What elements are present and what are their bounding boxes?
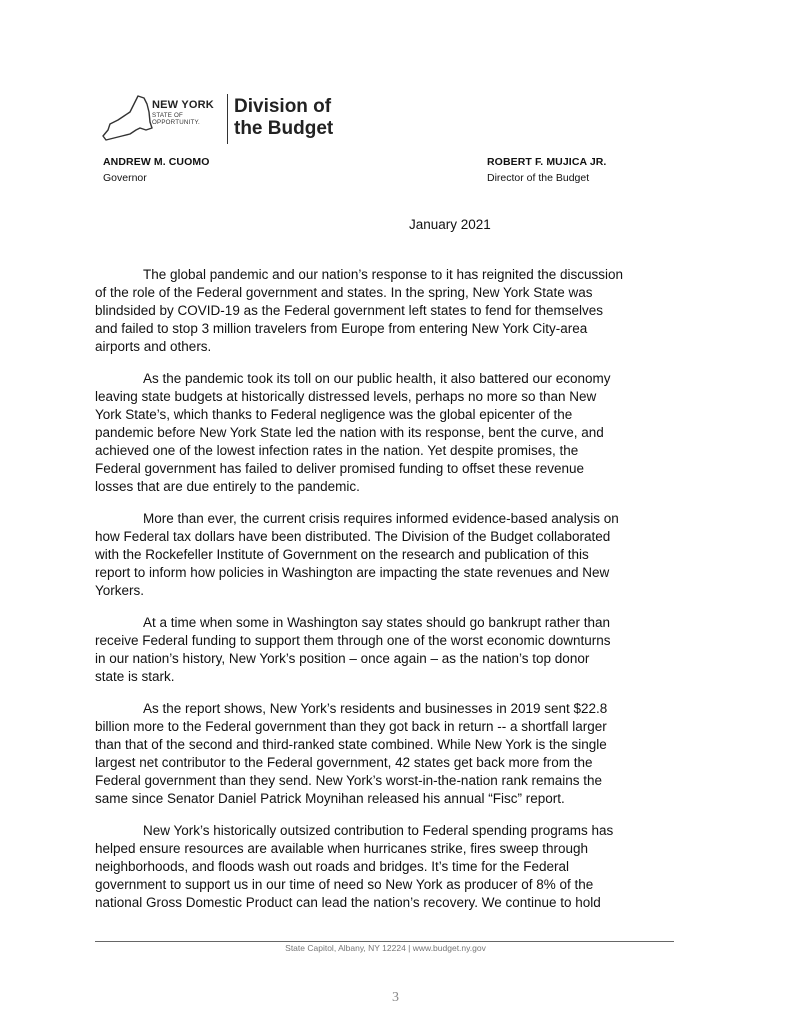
paragraph: The global pandemic and our nation’s response to it has reignited the discussion of the role of the Federal government and states. In the spring, New York State was blindsided by COVID-19 as the Federal government left states to fend for themselves and failed to stop 3 million travelers from Europe from entering New York City-area airports and others.: [95, 267, 624, 354]
paragraph: At a time when some in Washington say states should go bankrupt rather than receive Federal funding to support them through one of the worst economic downturns in our nation’s history, New York’s position – once again – as the nation’s top donor state is stark.: [95, 615, 611, 684]
new-york-state-map-icon: [100, 94, 154, 142]
division-of-budget-logo: [100, 94, 350, 146]
footer: [0, 943, 791, 953]
page-number: 3: [392, 990, 399, 1005]
letter-body: [95, 266, 685, 926]
paragraph: New York’s historically outsized contribution to Federal spending programs has helped ensure resources are available when hurricanes strike, fires sweep through neighborhoods, and floods wash out roads and bridges. It’s time for the Federal government to support us in our time of need so New York as producer of 8% of the national Gross Domestic Product can lead the nation’s recovery. We continue to hold: [95, 823, 614, 910]
logo-state-of-text: STATE OF: [152, 112, 183, 119]
logo-division-text: Division of: [234, 96, 332, 117]
letter-date: January 2021: [409, 217, 491, 232]
governor-name: ANDREW M. CUOMO: [103, 156, 210, 168]
director-name: ROBERT F. MUJICA JR.: [487, 156, 607, 168]
paragraph: As the report shows, New York’s residents and businesses in 2019 sent $22.8 billion more to the Federal government than they got back in return -- a shortfall larger than that of the second and third-ranked state combined. While New York is the single largest net contributor to the Federal government, 42 states get back more from the Federal government than they send. New York’s worst-in-the-nation rank remains the same since Senator Daniel Patrick Moynihan released his annual “Fisc” report.: [95, 701, 608, 806]
footer-address: State Capitol, Albany, NY 12224 | www.budget.ny.gov: [285, 943, 486, 953]
paragraph: More than ever, the current crisis requires informed evidence-based analysis on how Federal tax dollars have been distributed. The Division of the Budget collaborated with the Rockefeller Institute of Government on the research and publication of this report to inform how policies in Washington are impacting the state revenues and New Yorkers.: [95, 511, 619, 598]
governor-title: Governor: [103, 172, 147, 184]
logo-new-york-text: NEW YORK: [152, 99, 214, 111]
logo-divider: [227, 94, 228, 144]
footer-divider: [95, 941, 674, 942]
paragraph: As the pandemic took its toll on our public health, it also battered our economy leaving state budgets at historically distressed levels, perhaps no more so than New York State’s, which thanks to Federal negligence was the global epicenter of the pandemic before New York State led the nation with its response, bent the curve, and achieved one of the lowest infection rates in the nation. Yet despite promises, the Federal government has failed to deliver promised funding to offset these revenue losses that are due entirely to the pandemic.: [95, 371, 611, 494]
logo-budget-text: the Budget: [234, 118, 334, 139]
director-title: Director of the Budget: [487, 172, 590, 184]
logo-opportunity-text: OPPORTUNITY.: [152, 119, 200, 126]
